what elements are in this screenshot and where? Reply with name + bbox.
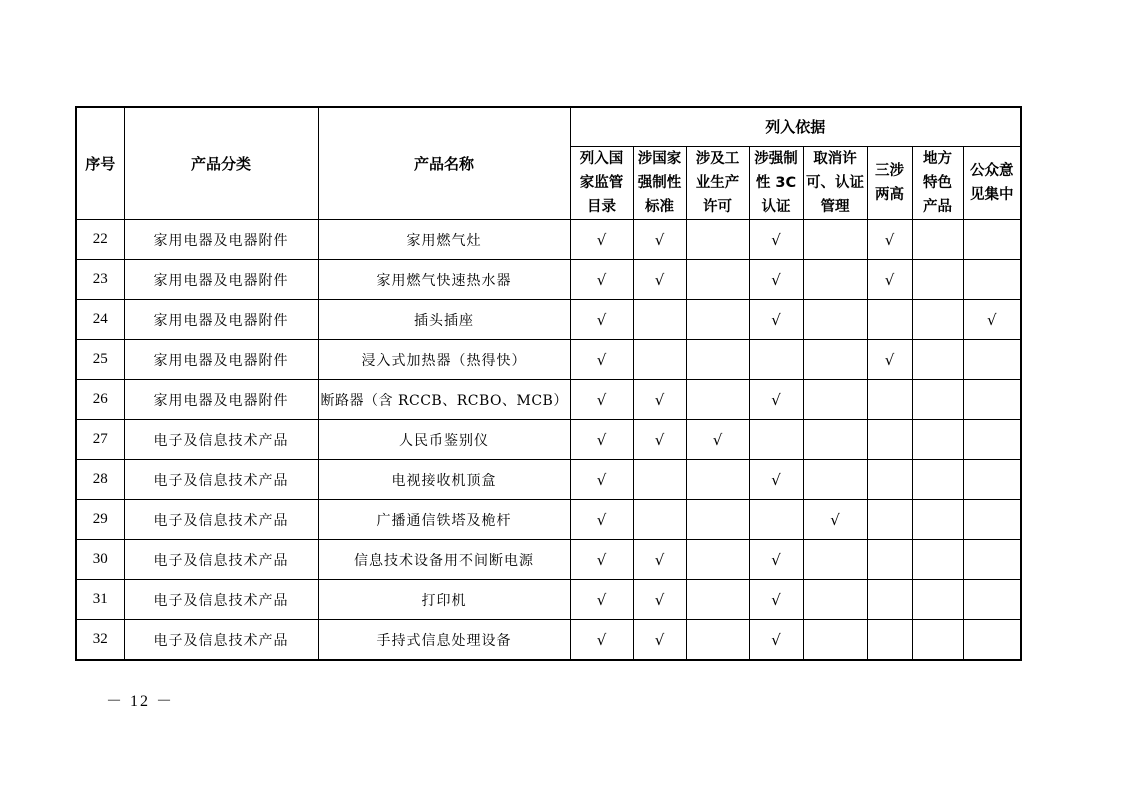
table-row <box>76 580 1021 620</box>
row-basis-mark <box>803 380 867 420</box>
row-basis-mark: √ <box>633 620 686 661</box>
row-basis-mark <box>803 300 867 340</box>
row-category: 电子及信息技术产品 <box>124 460 318 500</box>
header-basis-line: 强制性 <box>637 175 682 191</box>
row-basis-mark <box>912 300 963 340</box>
row-basis-mark: √ <box>633 540 686 580</box>
product-table <box>75 106 1022 661</box>
header-basis-line: 两高 <box>875 187 904 203</box>
row-basis-mark <box>803 420 867 460</box>
header-product: 产品名称 <box>318 107 570 220</box>
header-basis-line: 列入国 <box>579 151 624 167</box>
header-basis-line: 家监管 <box>579 175 624 191</box>
row-basis-mark <box>803 580 867 620</box>
row-category: 电子及信息技术产品 <box>124 500 318 540</box>
row-basis-mark: √ <box>867 340 912 380</box>
table-row <box>76 260 1021 300</box>
row-basis-mark <box>633 300 686 340</box>
header-basis-3 <box>749 147 803 220</box>
row-basis-mark: √ <box>633 420 686 460</box>
header-basis-line: 取消许 <box>813 151 857 167</box>
row-basis-mark <box>803 260 867 300</box>
header-basis-0 <box>570 147 633 220</box>
row-basis-mark <box>912 220 963 260</box>
row-basis-mark <box>749 500 803 540</box>
table-row <box>76 460 1021 500</box>
header-basis-4 <box>803 147 867 220</box>
row-basis-mark <box>963 580 1021 620</box>
row-basis-mark <box>867 300 912 340</box>
row-basis-mark <box>686 500 749 540</box>
row-basis-mark: √ <box>749 620 803 661</box>
row-product-name: 信息技术设备用不间断电源 <box>318 540 570 580</box>
row-basis-mark: √ <box>749 260 803 300</box>
row-basis-mark <box>912 460 963 500</box>
row-product-name: 家用燃气灶 <box>318 220 570 260</box>
row-basis-mark <box>963 620 1021 661</box>
row-basis-mark <box>867 420 912 460</box>
row-basis-mark: √ <box>570 620 633 661</box>
row-basis-mark: √ <box>570 580 633 620</box>
row-basis-mark: √ <box>749 460 803 500</box>
row-product-name: 浸入式加热器（热得快） <box>318 340 570 380</box>
row-basis-mark <box>803 220 867 260</box>
row-basis-mark <box>912 500 963 540</box>
row-serial: 24 <box>76 300 124 340</box>
row-product-name: 广播通信铁塔及桅杆 <box>318 500 570 540</box>
row-basis-mark <box>686 260 749 300</box>
row-basis-mark <box>912 420 963 460</box>
header-basis-line: 业生产 <box>695 175 740 191</box>
header-basis-line: 管理 <box>820 199 850 215</box>
header-basis-line: 可、认证 <box>806 175 864 191</box>
row-serial: 25 <box>76 340 124 380</box>
row-basis-mark <box>867 620 912 661</box>
table-body <box>76 220 1021 661</box>
header-basis-1 <box>633 147 686 220</box>
row-product-name: 电视接收机顶盒 <box>318 460 570 500</box>
row-basis-mark <box>867 460 912 500</box>
header-basis-line: 地方 <box>923 151 952 167</box>
row-category: 电子及信息技术产品 <box>124 620 318 661</box>
row-basis-mark <box>963 460 1021 500</box>
table-row <box>76 540 1021 580</box>
row-serial: 31 <box>76 580 124 620</box>
header-basis-line: 目录 <box>587 199 616 215</box>
header-basis-group: 列入依据 <box>570 107 1021 147</box>
row-basis-mark <box>686 460 749 500</box>
row-basis-mark: √ <box>570 540 633 580</box>
row-basis-mark: √ <box>749 540 803 580</box>
row-basis-mark: √ <box>633 220 686 260</box>
header-serial: 序号 <box>76 107 124 220</box>
row-category: 家用电器及电器附件 <box>124 260 318 300</box>
header-basis-line: 涉强制 <box>754 151 798 167</box>
header-basis-line: 三涉 <box>875 163 904 179</box>
row-basis-mark <box>912 580 963 620</box>
header-basis-line: 公众意 <box>970 163 1014 179</box>
header-basis-line: 见集中 <box>970 187 1014 203</box>
row-basis-mark <box>633 500 686 540</box>
row-serial: 27 <box>76 420 124 460</box>
row-basis-mark <box>963 220 1021 260</box>
row-serial: 28 <box>76 460 124 500</box>
row-basis-mark: √ <box>633 580 686 620</box>
header-basis-line: 标准 <box>645 199 674 215</box>
row-product-name: 打印机 <box>318 580 570 620</box>
table-row <box>76 500 1021 540</box>
row-category: 家用电器及电器附件 <box>124 340 318 380</box>
row-basis-mark <box>912 620 963 661</box>
row-basis-mark <box>867 500 912 540</box>
row-basis-mark <box>686 620 749 661</box>
row-product-name: 断路器（含 RCCB、RCBO、MCB） <box>318 380 570 420</box>
row-serial: 29 <box>76 500 124 540</box>
header-basis-line: 产品 <box>923 199 952 215</box>
row-basis-mark <box>686 220 749 260</box>
row-basis-mark: √ <box>803 500 867 540</box>
row-basis-mark <box>912 540 963 580</box>
row-basis-mark <box>963 500 1021 540</box>
row-basis-mark <box>749 340 803 380</box>
row-category: 电子及信息技术产品 <box>124 580 318 620</box>
row-product-name: 家用燃气快速热水器 <box>318 260 570 300</box>
table-row <box>76 620 1021 661</box>
table-row <box>76 340 1021 380</box>
row-product-name: 手持式信息处理设备 <box>318 620 570 661</box>
row-basis-mark: √ <box>570 460 633 500</box>
row-basis-mark <box>686 340 749 380</box>
row-category: 家用电器及电器附件 <box>124 380 318 420</box>
page-number: － 12 － <box>106 693 175 710</box>
row-serial: 32 <box>76 620 124 661</box>
row-basis-mark <box>912 380 963 420</box>
row-basis-mark: √ <box>749 220 803 260</box>
row-basis-mark: √ <box>686 420 749 460</box>
row-basis-mark <box>963 260 1021 300</box>
row-basis-mark <box>686 540 749 580</box>
header-basis-6 <box>912 147 963 220</box>
row-product-name: 人民币鉴别仪 <box>318 420 570 460</box>
row-basis-mark: √ <box>749 300 803 340</box>
row-basis-mark: √ <box>570 380 633 420</box>
row-basis-mark <box>912 340 963 380</box>
row-basis-mark <box>803 620 867 661</box>
row-category: 家用电器及电器附件 <box>124 220 318 260</box>
header-basis-line: 性 3C <box>755 175 797 191</box>
table-row <box>76 300 1021 340</box>
row-basis-mark: √ <box>633 380 686 420</box>
row-basis-mark <box>912 260 963 300</box>
row-basis-mark: √ <box>633 260 686 300</box>
row-basis-mark <box>963 340 1021 380</box>
header-basis-line: 许可 <box>703 199 732 215</box>
row-basis-mark: √ <box>963 300 1021 340</box>
row-basis-mark <box>867 540 912 580</box>
header-basis-line: 涉及工 <box>695 151 740 167</box>
row-category: 家用电器及电器附件 <box>124 300 318 340</box>
row-basis-mark <box>633 340 686 380</box>
row-basis-mark: √ <box>570 300 633 340</box>
row-serial: 30 <box>76 540 124 580</box>
row-basis-mark <box>963 380 1021 420</box>
header-basis-2 <box>686 147 749 220</box>
table-row <box>76 420 1021 460</box>
row-basis-mark: √ <box>749 380 803 420</box>
row-basis-mark <box>686 300 749 340</box>
header-basis-line: 涉国家 <box>637 151 682 167</box>
row-basis-mark <box>803 460 867 500</box>
row-serial: 22 <box>76 220 124 260</box>
header-basis-line: 特色 <box>923 175 952 191</box>
table-row <box>76 380 1021 420</box>
row-basis-mark <box>867 580 912 620</box>
row-serial: 23 <box>76 260 124 300</box>
header-basis-7 <box>963 147 1021 220</box>
row-basis-mark <box>686 580 749 620</box>
row-basis-mark: √ <box>570 500 633 540</box>
row-basis-mark <box>963 540 1021 580</box>
row-basis-mark <box>867 380 912 420</box>
row-basis-mark <box>803 540 867 580</box>
row-basis-mark: √ <box>570 420 633 460</box>
row-basis-mark <box>963 420 1021 460</box>
row-basis-mark: √ <box>570 260 633 300</box>
row-basis-mark <box>749 420 803 460</box>
row-basis-mark <box>633 460 686 500</box>
row-basis-mark: √ <box>867 260 912 300</box>
header-category: 产品分类 <box>124 107 318 220</box>
header-basis-5 <box>867 147 912 220</box>
row-basis-mark <box>803 340 867 380</box>
row-basis-mark: √ <box>570 220 633 260</box>
row-basis-mark: √ <box>867 220 912 260</box>
header-basis-line: 认证 <box>761 199 791 215</box>
table-header <box>76 107 1021 220</box>
row-category: 电子及信息技术产品 <box>124 540 318 580</box>
table-row <box>76 220 1021 260</box>
row-basis-mark <box>686 380 749 420</box>
row-serial: 26 <box>76 380 124 420</box>
row-product-name: 插头插座 <box>318 300 570 340</box>
row-basis-mark: √ <box>749 580 803 620</box>
row-basis-mark: √ <box>570 340 633 380</box>
row-category: 电子及信息技术产品 <box>124 420 318 460</box>
